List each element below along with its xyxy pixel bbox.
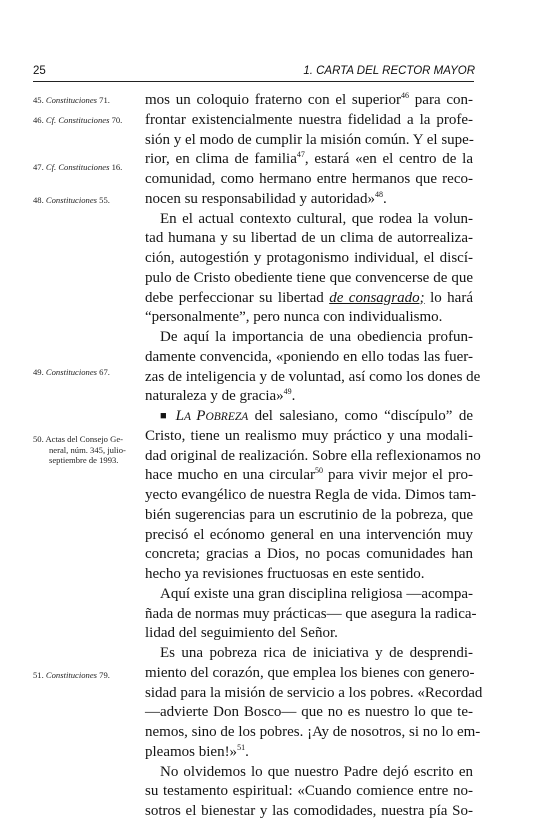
text-line: damente convencida, «poniendo en ello todas las fuer- xyxy=(145,348,473,365)
text-line: lidad del seguimiento del Señor. xyxy=(145,625,338,642)
text-line: Cristo, tiene un realismo muy práctico y una modali- xyxy=(145,427,473,444)
text-line: miento del corazón, que emplea los bienes con genero- xyxy=(145,664,475,681)
footnote-ref: 47 xyxy=(296,150,305,160)
text-line: En el actual contexto cultural, que rodea la volun- xyxy=(160,210,473,227)
footnote-ref: 48 xyxy=(374,189,383,199)
footnote-47: 47. Cf. Constituciones 16. xyxy=(33,162,123,172)
text-line: mos un coloquio fraterno con el superior$^{46}$ para con- xyxy=(145,91,473,108)
text-line: nemos, sino de los pobres. ¡Ay de nosotros, si no lo em- xyxy=(145,724,481,740)
text-line: debe perfeccionar su libertad de consagrado; lo hará xyxy=(145,289,473,306)
footnote-ref: 51 xyxy=(237,742,246,752)
square-bullet-icon: ■ xyxy=(160,410,170,422)
text-line: rior, en clima de familia$^{47}$, estará «en el centro de la xyxy=(145,150,474,168)
text-line: ■ LA POBREZA del salesiano, como “discípulo” de xyxy=(160,408,473,424)
text-line: naturaleza y de gracia»$^{49}$. xyxy=(145,387,296,405)
footnote-ref: 46 xyxy=(401,91,410,100)
footnote-51: 51. Constituciones 79. xyxy=(33,670,110,680)
main-text-column xyxy=(145,91,483,822)
text-line: concreta; gracias a Dios, no pocas comunidades han xyxy=(145,546,473,563)
footnote-45: 45. Constituciones 71. xyxy=(33,95,110,105)
text-line: comunidad, como hermano entre hermanos que reco- xyxy=(145,171,473,187)
footnote-48: 48. Constituciones 55. xyxy=(33,195,110,205)
text-line: sión y el modo de cumplir la misión común. Y el supe- xyxy=(145,131,474,148)
emphasis-text: de consagrado; xyxy=(329,289,425,306)
text-line: hecho ya revisiones fructuosas en este sentido. xyxy=(145,566,425,582)
header-rule xyxy=(33,81,474,82)
text-line: Es una pobreza rica de iniciativa y de desprendi- xyxy=(160,645,473,661)
text-line: sotros el bienestar y las comodidades, nuestra pía So- xyxy=(145,803,473,819)
text-line: —advierte Don Bosco— que no es nuestro lo que te- xyxy=(145,704,473,721)
text-line: ción, autogestión y protagonismo individual, el discí- xyxy=(145,250,473,266)
text-line: tad humana y su libertad de un clima de autorrealiza- xyxy=(145,230,473,247)
text-line: nocen su responsabilidad y autoridad»$^{48}$. xyxy=(145,189,387,207)
footnote-46: 46. Cf. Constituciones 70. xyxy=(33,115,123,125)
footnote-50: 50. Actas del Consejo Ge- neral, núm. 345, julio- septiembre de 1993. xyxy=(33,434,126,465)
section-heading-la-pobreza: LA POBREZA xyxy=(175,408,249,424)
text-line: hace mucho en una circular$^{50}$ para vivir mejor el pro- xyxy=(145,466,473,484)
text-line: ñada de normas muy prácticas— que asegura la radica- xyxy=(145,605,477,622)
text-line: No olvidemos lo que nuestro Padre dejó escrito en xyxy=(160,763,473,780)
text-line: dad original de realización. Sobre ella reflexionamos no xyxy=(145,447,481,464)
text-line: Aquí existe una gran disciplina religiosa —acompa- xyxy=(160,585,473,602)
text-line: yecto evangélico de nuestra Regla de vida. Dimos tam- xyxy=(145,487,477,503)
footnote-ref: 50 xyxy=(314,466,323,476)
text-line: pleamos bien!»$^{51}$. xyxy=(145,742,249,760)
running-header: 1. CARTA DEL RECTOR MAYOR xyxy=(303,65,475,77)
text-line: bién sugerencias para un escrutinio de la pobreza, que xyxy=(145,506,473,523)
text-line: frontar existencialmente nuestra fidelidad a la profe- xyxy=(145,111,473,128)
text-line: “personalmente”, pero nunca con individualismo. xyxy=(145,309,443,326)
text-line: su testamento espiritual: «Cuando comience entre no- xyxy=(145,783,473,800)
page-number: 25 xyxy=(33,65,46,77)
text-line: sidad para la misión de servicio a los pobres. «Recordad xyxy=(145,684,483,701)
text-line: pulo de Cristo obediente tiene que convencerse de que xyxy=(145,269,473,286)
footnote-ref: 49 xyxy=(283,387,292,397)
text-line: precisó el ecónomo general en una intervención muy xyxy=(145,526,473,543)
text-line: zas de inteligencia y de voluntad, así como los dones de xyxy=(145,368,481,385)
text-line: De aquí la importancia de una obediencia profun- xyxy=(160,329,473,345)
footnote-49: 49. Constituciones 67. xyxy=(33,367,110,377)
